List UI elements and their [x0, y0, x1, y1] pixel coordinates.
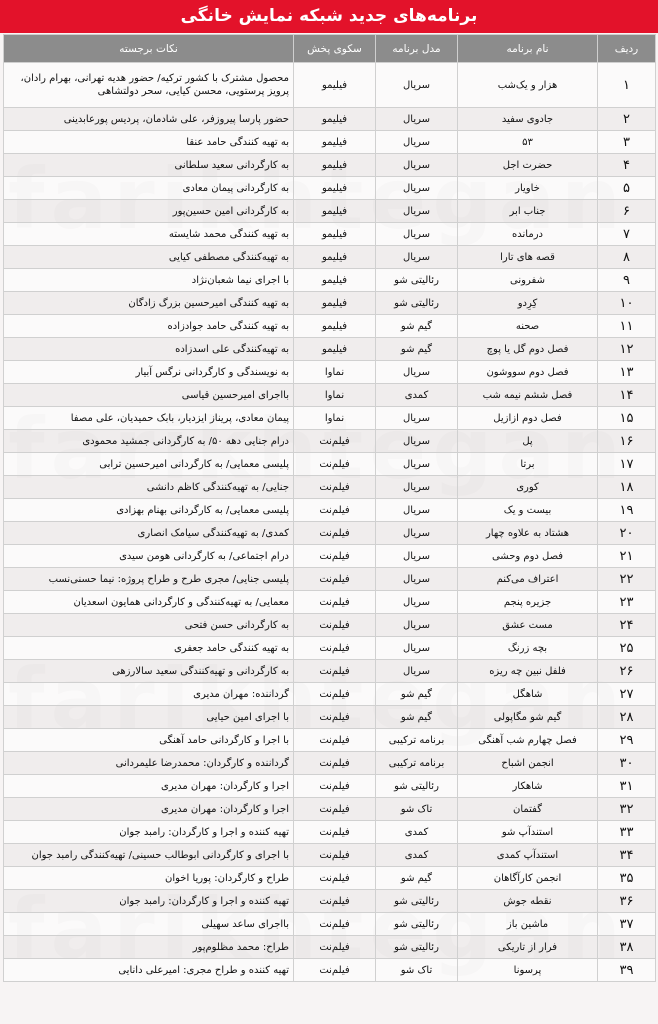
cell-name: فلفل نبین چه ریزه [458, 660, 598, 683]
cell-platform: نماوا [294, 361, 376, 384]
cell-model: رئالیتی شو [376, 913, 458, 936]
cell-platform: فیلم‌نت [294, 775, 376, 798]
cell-name: پل [458, 430, 598, 453]
cell-notes: به تهیه کنندگی حامد جعفری [4, 637, 294, 660]
cell-model: تاک شو [376, 798, 458, 821]
cell-platform: فیلم‌نت [294, 591, 376, 614]
cell-platform: فیلیمو [294, 246, 376, 269]
cell-name: اعتراف می‌کنم [458, 568, 598, 591]
cell-platform: فیلم‌نت [294, 660, 376, 683]
table-row [4, 545, 656, 568]
cell-notes: به نویسندگی و کارگردانی نرگس آبیار [4, 361, 294, 384]
cell-index: ۲۷ [598, 683, 656, 706]
table-row [4, 131, 656, 154]
cell-platform: فیلیمو [294, 63, 376, 108]
cell-name: بچه زرنگ [458, 637, 598, 660]
table-row [4, 591, 656, 614]
cell-index: ۴ [598, 154, 656, 177]
cell-index: ۳۸ [598, 936, 656, 959]
cell-name: ماشین باز [458, 913, 598, 936]
cell-name: نقطه جوش [458, 890, 598, 913]
cell-model: تاک شو [376, 959, 458, 982]
cell-name: استندآپ شو [458, 821, 598, 844]
cell-platform: فیلم‌نت [294, 867, 376, 890]
table-row [4, 499, 656, 522]
cell-index: ۱۱ [598, 315, 656, 338]
cell-name: صحنه [458, 315, 598, 338]
cell-name: قصه های تارا [458, 246, 598, 269]
cell-model: سریال [376, 614, 458, 637]
table-row [4, 913, 656, 936]
cell-model: سریال [376, 453, 458, 476]
cell-model: رئالیتی شو [376, 775, 458, 798]
cell-notes: جنایی/ به تهیه‌کنندگی کاظم دانشی [4, 476, 294, 499]
cell-index: ۱۷ [598, 453, 656, 476]
cell-platform: فیلم‌نت [294, 798, 376, 821]
table-row [4, 890, 656, 913]
cell-index: ۲۳ [598, 591, 656, 614]
cell-name: انجمن اشباح [458, 752, 598, 775]
cell-notes: حضور پارسا پیروزفر، علی شادمان، پردیس پورعابدینی [4, 108, 294, 131]
cell-index: ۹ [598, 269, 656, 292]
cell-platform: فیلم‌نت [294, 545, 376, 568]
cell-name: فصل دوم ازازیل [458, 407, 598, 430]
cell-model: سریال [376, 223, 458, 246]
cell-name: حضرت اجل [458, 154, 598, 177]
cell-notes: درام اجتماعی/ به کارگردانی هومن سیدی [4, 545, 294, 568]
cell-model: سریال [376, 246, 458, 269]
cell-model: سریال [376, 660, 458, 683]
table-row [4, 568, 656, 591]
cell-index: ۳۲ [598, 798, 656, 821]
cell-notes: به کارگردانی پیمان معادی [4, 177, 294, 200]
table-row [4, 867, 656, 890]
cell-platform: فیلیمو [294, 223, 376, 246]
cell-index: ۱۲ [598, 338, 656, 361]
cell-name: جادوی سفید [458, 108, 598, 131]
cell-platform: فیلم‌نت [294, 637, 376, 660]
programs-table [3, 34, 656, 982]
table-row [4, 821, 656, 844]
cell-model: سریال [376, 568, 458, 591]
cell-notes: با اجرای امین حیایی [4, 706, 294, 729]
table-row [4, 108, 656, 131]
cell-notes: به تهیه کنندگی محمد شایسته [4, 223, 294, 246]
cell-notes: به کارگردانی و تهیه‌کنندگی سعید سالارزهی [4, 660, 294, 683]
cell-model: گیم شو [376, 338, 458, 361]
table-row [4, 430, 656, 453]
cell-name: استندآپ کمدی [458, 844, 598, 867]
cell-model: برنامه ترکیبی [376, 729, 458, 752]
cell-notes: پلیسی جنایی/ مجری طرح و طراح پروژه: نیما حسنی‌نسب [4, 568, 294, 591]
cell-model: سریال [376, 154, 458, 177]
cell-notes: اجرا و کارگردان: مهران مدیری [4, 775, 294, 798]
cell-platform: فیلیمو [294, 292, 376, 315]
cell-notes: طراح و کارگردان: پوریا اخوان [4, 867, 294, 890]
cell-platform: فیلیمو [294, 154, 376, 177]
cell-notes: محصول مشترک با کشور ترکیه/ حضور هدیه تهرانی، بهرام رادان، پرویز پرستویی، محسن کیایی، سحر دولتشاهی [4, 63, 294, 108]
cell-index: ۳۶ [598, 890, 656, 913]
table-row [4, 936, 656, 959]
table-row [4, 453, 656, 476]
cell-platform: فیلم‌نت [294, 453, 376, 476]
cell-index: ۱۰ [598, 292, 656, 315]
cell-platform: فیلم‌نت [294, 568, 376, 591]
cell-name: کوری [458, 476, 598, 499]
cell-model: برنامه ترکیبی [376, 752, 458, 775]
cell-notes: پلیسی معمایی/ به کارگردانی بهنام بهزادی [4, 499, 294, 522]
cell-index: ۲۱ [598, 545, 656, 568]
table-row [4, 269, 656, 292]
cell-name: هشتاد به علاوه چهار [458, 522, 598, 545]
cell-model: رئالیتی شو [376, 292, 458, 315]
cell-index: ۳۷ [598, 913, 656, 936]
cell-platform: فیلم‌نت [294, 476, 376, 499]
cell-index: ۱ [598, 63, 656, 108]
cell-notes: تهیه کننده و طراح مجری: امیرعلی دانایی [4, 959, 294, 982]
cell-index: ۳۰ [598, 752, 656, 775]
cell-notes: درام جنایی دهه ۵۰/ به کارگردانی جمشید محمودی [4, 430, 294, 453]
header-notes: نکات برجسته [4, 35, 294, 63]
cell-name: هزار و یک‌شب [458, 63, 598, 108]
cell-platform: فیلم‌نت [294, 936, 376, 959]
cell-notes: گرداننده و کارگردان: محمدرضا علیمردانی [4, 752, 294, 775]
cell-name: جناب ابر [458, 200, 598, 223]
table-row [4, 752, 656, 775]
cell-index: ۱۴ [598, 384, 656, 407]
cell-name: برتا [458, 453, 598, 476]
cell-notes: با اجرای و کارگردانی ابوطالب حسینی/ تهیه‌کنندگی رامبد جوان [4, 844, 294, 867]
cell-platform: فیلم‌نت [294, 683, 376, 706]
cell-platform: فیلم‌نت [294, 913, 376, 936]
cell-model: سریال [376, 407, 458, 430]
cell-name: فرار از تاریکی [458, 936, 598, 959]
cell-index: ۱۸ [598, 476, 656, 499]
cell-model: سریال [376, 430, 458, 453]
cell-notes: کمدی/ به تهیه‌کنندگی سیامک انصاری [4, 522, 294, 545]
cell-notes: بااجرای ساعد سهیلی [4, 913, 294, 936]
cell-index: ۲۰ [598, 522, 656, 545]
cell-platform: فیلم‌نت [294, 706, 376, 729]
cell-name: مست عشق [458, 614, 598, 637]
cell-index: ۲ [598, 108, 656, 131]
table-row [4, 361, 656, 384]
cell-platform: فیلیمو [294, 131, 376, 154]
cell-name: پرسونا [458, 959, 598, 982]
cell-notes: گرداننده: مهران مدیری [4, 683, 294, 706]
cell-index: ۵ [598, 177, 656, 200]
table-row [4, 292, 656, 315]
cell-platform: فیلیمو [294, 200, 376, 223]
cell-name: خاویار [458, 177, 598, 200]
cell-model: گیم شو [376, 867, 458, 890]
cell-model: رئالیتی شو [376, 936, 458, 959]
cell-model: سریال [376, 200, 458, 223]
cell-index: ۲۶ [598, 660, 656, 683]
cell-name: کِرِدو [458, 292, 598, 315]
page-title: برنامه‌های جدید شبکه نمایش خانگی [0, 0, 658, 33]
cell-notes: به تهیه کنندگی حامد عنقا [4, 131, 294, 154]
table-row [4, 63, 656, 108]
cell-platform: فیلیمو [294, 315, 376, 338]
cell-model: گیم شو [376, 683, 458, 706]
cell-name: جزیره پنجم [458, 591, 598, 614]
table-row [4, 637, 656, 660]
cell-platform: فیلم‌نت [294, 844, 376, 867]
cell-model: سریال [376, 131, 458, 154]
cell-model: سریال [376, 63, 458, 108]
header-name: نام برنامه [458, 35, 598, 63]
table-row [4, 660, 656, 683]
cell-notes: تهیه کننده و اجرا و کارگردان: رامبد جوان [4, 890, 294, 913]
cell-platform: فیلم‌نت [294, 430, 376, 453]
cell-notes: اجرا و کارگردان: مهران مدیری [4, 798, 294, 821]
cell-index: ۳۳ [598, 821, 656, 844]
header-platform: سکوی پخش [294, 35, 376, 63]
table-row [4, 729, 656, 752]
cell-index: ۲۸ [598, 706, 656, 729]
cell-index: ۱۵ [598, 407, 656, 430]
cell-notes: به کارگردانی سعید سلطانی [4, 154, 294, 177]
cell-name: فصل ششم نیمه شب [458, 384, 598, 407]
cell-model: کمدی [376, 844, 458, 867]
cell-index: ۳۱ [598, 775, 656, 798]
cell-platform: فیلم‌نت [294, 821, 376, 844]
cell-name: شفرونی [458, 269, 598, 292]
header-model: مدل برنامه [376, 35, 458, 63]
cell-name: فصل دوم وحشی [458, 545, 598, 568]
cell-notes: با اجرا و کارگردانی حامد آهنگی [4, 729, 294, 752]
cell-name: فصل دوم گل یا پوچ [458, 338, 598, 361]
cell-name: بیست و یک [458, 499, 598, 522]
cell-platform: فیلیمو [294, 108, 376, 131]
cell-platform: نماوا [294, 384, 376, 407]
cell-notes: به تهیه‌کنندگی مصطفی کیایی [4, 246, 294, 269]
cell-notes: پلیسی معمایی/ به کارگردانی امیرحسین ترابی [4, 453, 294, 476]
cell-notes: به تهیه کنندگی امیرحسین بزرگ زادگان [4, 292, 294, 315]
cell-platform: فیلیمو [294, 177, 376, 200]
table-row [4, 775, 656, 798]
table-row [4, 614, 656, 637]
cell-notes: به تهیه کنندگی حامد جوادزاده [4, 315, 294, 338]
cell-model: رئالیتی شو [376, 269, 458, 292]
cell-notes: تهیه کننده و اجرا و کارگردان: رامبد جوان [4, 821, 294, 844]
table-row [4, 706, 656, 729]
cell-model: کمدی [376, 384, 458, 407]
table-row [4, 223, 656, 246]
cell-name: شاهگل [458, 683, 598, 706]
table-row [4, 246, 656, 269]
cell-platform: فیلیمو [294, 269, 376, 292]
cell-model: سریال [376, 522, 458, 545]
table-row [4, 844, 656, 867]
cell-index: ۲۹ [598, 729, 656, 752]
cell-notes: طراح: محمد مظلوم‌پور [4, 936, 294, 959]
table-header-row [4, 35, 656, 63]
cell-index: ۲۵ [598, 637, 656, 660]
table-row [4, 154, 656, 177]
cell-platform: فیلم‌نت [294, 752, 376, 775]
cell-model: رئالیتی شو [376, 890, 458, 913]
cell-notes: بااجرای امیرحسین قیاسی [4, 384, 294, 407]
table-row [4, 798, 656, 821]
cell-name: شاهکار [458, 775, 598, 798]
cell-model: سریال [376, 499, 458, 522]
cell-index: ۳ [598, 131, 656, 154]
cell-notes: به کارگردانی حسن فتحی [4, 614, 294, 637]
cell-model: سریال [376, 591, 458, 614]
cell-platform: فیلم‌نت [294, 890, 376, 913]
table-row [4, 338, 656, 361]
cell-notes: به تهیه‌کنندگی علی اسدزاده [4, 338, 294, 361]
cell-name: گیم شو مگاپولی [458, 706, 598, 729]
cell-notes: معمایی/ به تهیه‌کنندگی و کارگردانی همایون اسعدیان [4, 591, 294, 614]
cell-platform: فیلم‌نت [294, 959, 376, 982]
cell-model: کمدی [376, 821, 458, 844]
cell-platform: فیلیمو [294, 338, 376, 361]
cell-index: ۳۴ [598, 844, 656, 867]
cell-index: ۶ [598, 200, 656, 223]
table-body [4, 63, 656, 982]
cell-index: ۱۹ [598, 499, 656, 522]
table-row [4, 177, 656, 200]
cell-index: ۲۴ [598, 614, 656, 637]
table-row [4, 384, 656, 407]
cell-notes: به کارگردانی امین حسین‌پور [4, 200, 294, 223]
cell-platform: فیلم‌نت [294, 522, 376, 545]
cell-name: گفتمان [458, 798, 598, 821]
cell-name: درمانده [458, 223, 598, 246]
cell-model: سریال [376, 361, 458, 384]
cell-index: ۲۲ [598, 568, 656, 591]
cell-name: فصل چهارم شب آهنگی [458, 729, 598, 752]
cell-model: سریال [376, 177, 458, 200]
table-row [4, 315, 656, 338]
table-row [4, 476, 656, 499]
cell-model: سریال [376, 637, 458, 660]
cell-index: ۸ [598, 246, 656, 269]
cell-model: سریال [376, 476, 458, 499]
cell-index: ۷ [598, 223, 656, 246]
table-row [4, 683, 656, 706]
header-index: ردیف [598, 35, 656, 63]
cell-model: گیم شو [376, 315, 458, 338]
cell-platform: فیلم‌نت [294, 614, 376, 637]
table-row [4, 200, 656, 223]
table-row [4, 959, 656, 982]
cell-name: فصل دوم سووشون [458, 361, 598, 384]
cell-name: ۵۳ [458, 131, 598, 154]
table-row [4, 522, 656, 545]
cell-index: ۱۶ [598, 430, 656, 453]
cell-name: انجمن کارآگاهان [458, 867, 598, 890]
cell-model: سریال [376, 545, 458, 568]
cell-index: ۳۵ [598, 867, 656, 890]
cell-notes: پیمان معادی، پریناز ایزدیار، بابک حمیدیان، علی مصفا [4, 407, 294, 430]
cell-platform: نماوا [294, 407, 376, 430]
cell-platform: فیلم‌نت [294, 499, 376, 522]
table-row [4, 407, 656, 430]
cell-platform: فیلم‌نت [294, 729, 376, 752]
cell-index: ۱۳ [598, 361, 656, 384]
cell-model: گیم شو [376, 706, 458, 729]
cell-model: سریال [376, 108, 458, 131]
cell-index: ۳۹ [598, 959, 656, 982]
cell-notes: با اجرای نیما شعبان‌نژاد [4, 269, 294, 292]
